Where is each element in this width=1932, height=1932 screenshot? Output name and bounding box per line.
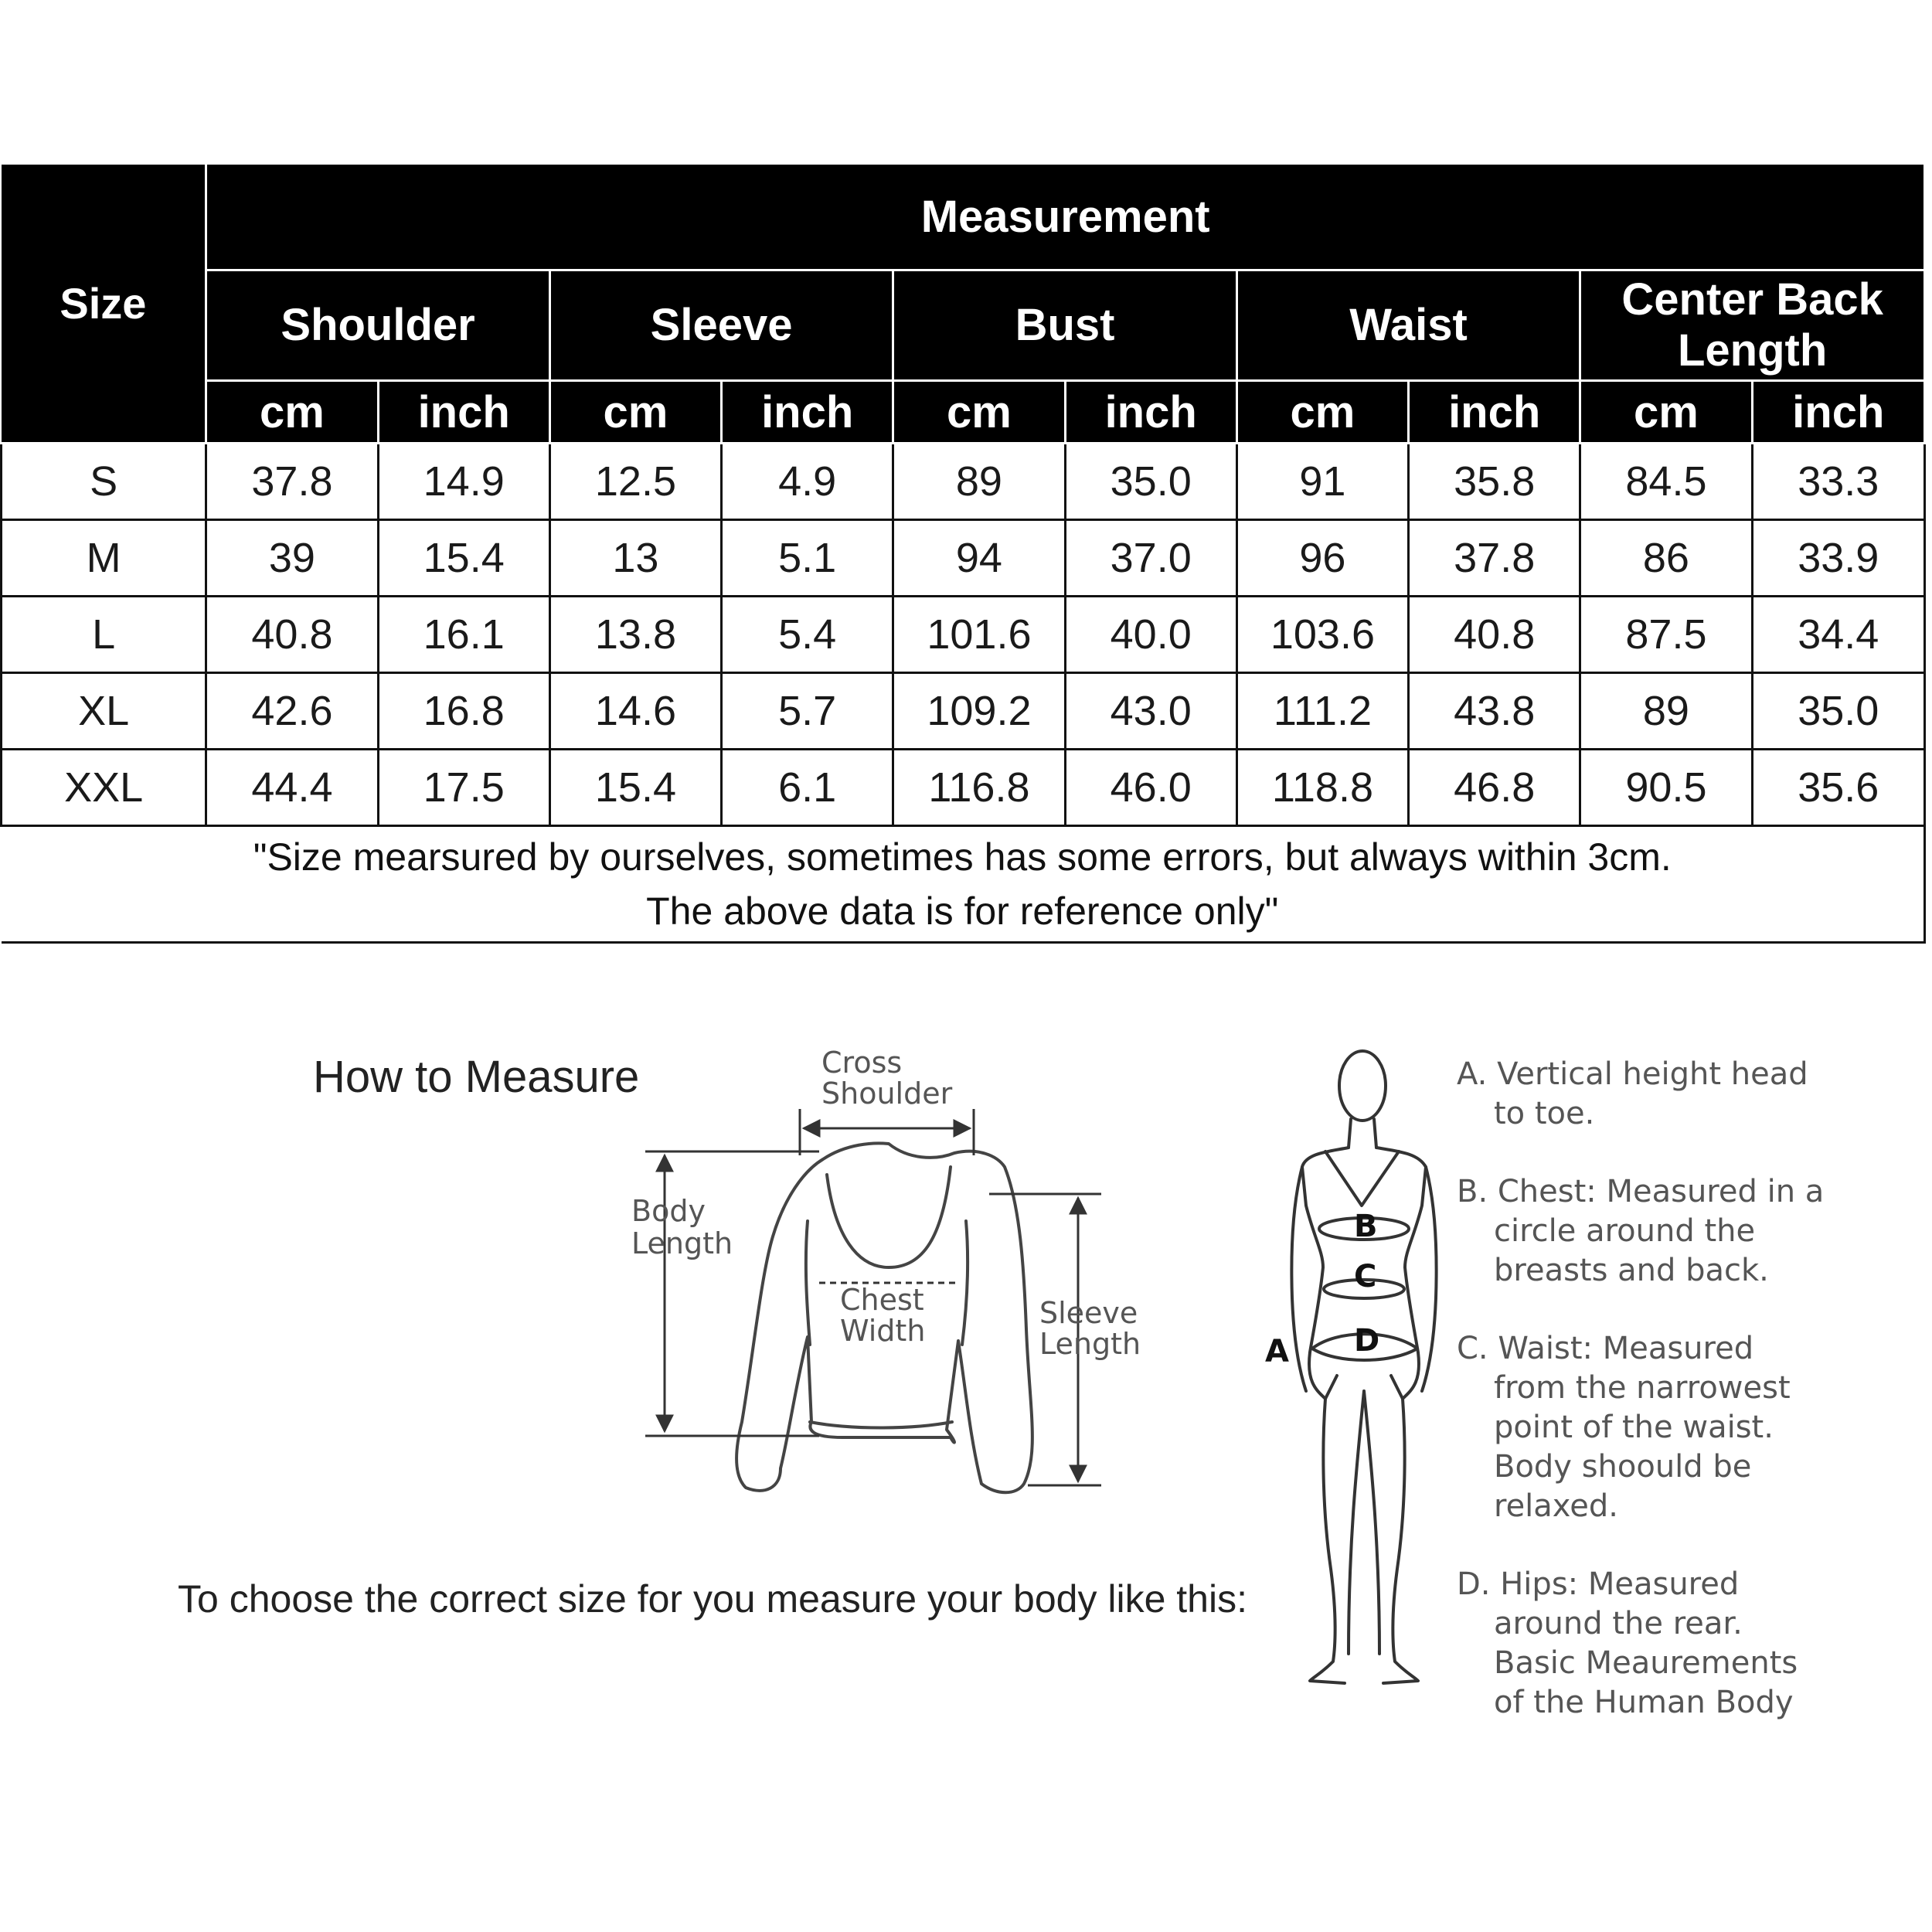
chest-width-label: Chest — [840, 1283, 924, 1317]
value-cell: 14.9 — [378, 444, 549, 520]
value-cell: 43.0 — [1065, 673, 1236, 750]
value-cell: 13.8 — [549, 597, 721, 673]
value-cell: 33.9 — [1752, 520, 1924, 597]
value-cell: 35.0 — [1065, 444, 1236, 520]
unit-cm: cm — [206, 381, 378, 444]
body-neck — [1349, 1119, 1376, 1148]
body-right-leg — [1383, 1399, 1418, 1683]
sweater-right-seam — [962, 1221, 968, 1345]
value-cell: 116.8 — [893, 750, 1065, 826]
value-cell: 39 — [206, 520, 378, 597]
sleeve-length-label: Sleeve — [1039, 1296, 1138, 1330]
value-cell: 40.0 — [1065, 597, 1236, 673]
value-cell: 46.0 — [1065, 750, 1236, 826]
value-cell: 15.4 — [378, 520, 549, 597]
size-cell: XXL — [2, 750, 206, 826]
unit-inch: inch — [1409, 381, 1580, 444]
value-cell: 5.1 — [722, 520, 893, 597]
value-cell: 96 — [1236, 520, 1408, 597]
value-cell: 89 — [893, 444, 1065, 520]
body-inner-legs — [1349, 1391, 1379, 1654]
value-cell: 13 — [549, 520, 721, 597]
value-cell: 16.8 — [378, 673, 549, 750]
value-cell: 118.8 — [1236, 750, 1408, 826]
value-cell: 35.8 — [1409, 444, 1580, 520]
value-cell: 5.4 — [722, 597, 893, 673]
size-cell: L — [2, 597, 206, 673]
value-cell: 37.8 — [1409, 520, 1580, 597]
body-label-a: A — [1265, 1334, 1289, 1369]
category-bust: Bust — [893, 270, 1237, 381]
unit-cm: cm — [1580, 381, 1752, 444]
value-cell: 35.0 — [1752, 673, 1924, 750]
instruction-text: To choose the correct size for you measure your body like this: — [178, 1577, 1247, 1621]
note-line-2: The above data is for reference only" — [646, 889, 1279, 933]
sweater-left-seam — [806, 1221, 810, 1345]
value-cell: 84.5 — [1580, 444, 1752, 520]
value-cell: 40.8 — [206, 597, 378, 673]
chest-width-label: Width — [840, 1314, 926, 1348]
body-right-arm — [1422, 1167, 1437, 1391]
value-cell: 14.6 — [549, 673, 721, 750]
size-cell: XL — [2, 673, 206, 750]
unit-cm: cm — [893, 381, 1065, 444]
category-waist: Waist — [1236, 270, 1580, 381]
unit-inch: inch — [722, 381, 893, 444]
step-b: B. Chest: Measured in a circle around the breasts and back. — [1457, 1174, 1825, 1288]
body-figure-illustration — [1291, 1051, 1436, 1683]
value-cell: 111.2 — [1236, 673, 1408, 750]
value-cell: 87.5 — [1580, 597, 1752, 673]
size-cell: M — [2, 520, 206, 597]
cross-shoulder-label: Shoulder — [821, 1077, 953, 1111]
body-label-d: D — [1354, 1323, 1380, 1359]
value-cell: 17.5 — [378, 750, 549, 826]
value-cell: 42.6 — [206, 673, 378, 750]
body-left-leg — [1310, 1399, 1345, 1683]
body-length-label: Length — [631, 1226, 733, 1260]
value-cell: 12.5 — [549, 444, 721, 520]
value-cell: 89 — [1580, 673, 1752, 750]
value-cell: 4.9 — [722, 444, 893, 520]
value-cell: 35.6 — [1752, 750, 1924, 826]
step-d: D. Hips: Measured around the rear. Basic Meaurements of the Human Body — [1457, 1566, 1798, 1720]
value-cell: 94 — [893, 520, 1065, 597]
value-cell: 46.8 — [1409, 750, 1580, 826]
body-head — [1339, 1051, 1386, 1121]
unit-cm: cm — [549, 381, 721, 444]
unit-inch: inch — [1752, 381, 1924, 444]
measurement-steps — [1457, 1055, 1828, 1761]
how-to-measure-title: How to Measure — [313, 1052, 640, 1102]
value-cell: 5.7 — [722, 673, 893, 750]
value-cell: 43.8 — [1409, 673, 1580, 750]
size-header: Size — [2, 164, 206, 444]
body-v-neck — [1325, 1151, 1399, 1206]
sweater-neckline — [827, 1167, 951, 1267]
note-line-1: "Size mearsured by ourselves, sometimes has some errors, but always within 3cm. — [253, 835, 1672, 879]
unit-inch: inch — [1065, 381, 1236, 444]
value-cell: 40.8 — [1409, 597, 1580, 673]
value-cell: 16.1 — [378, 597, 549, 673]
value-cell: 103.6 — [1236, 597, 1408, 673]
body-label-b: B — [1354, 1209, 1378, 1244]
category-sleeve: Sleeve — [549, 270, 893, 381]
value-cell: 33.3 — [1752, 444, 1924, 520]
value-cell: 101.6 — [893, 597, 1065, 673]
value-cell: 6.1 — [722, 750, 893, 826]
body-length-label: Body — [631, 1194, 706, 1228]
sleeve-length-label: Length — [1039, 1327, 1141, 1361]
value-cell: 91 — [1236, 444, 1408, 520]
value-cell: 86 — [1580, 520, 1752, 597]
unit-inch: inch — [378, 381, 549, 444]
measurement-header: Measurement — [206, 164, 1925, 270]
value-cell: 15.4 — [549, 750, 721, 826]
value-cell: 44.4 — [206, 750, 378, 826]
value-cell: 109.2 — [893, 673, 1065, 750]
value-cell: 37.0 — [1065, 520, 1236, 597]
sweater-hem — [810, 1422, 952, 1428]
category-shoulder: Shoulder — [206, 270, 550, 381]
body-left-arm — [1291, 1167, 1306, 1391]
step-a: A. Vertical height head to toe. — [1457, 1056, 1808, 1131]
cross-shoulder-label: Cross — [821, 1046, 903, 1080]
step-c: C. Waist: Measured from the narrowest point of the waist. Body shoould be relaxed. — [1457, 1331, 1791, 1524]
body-label-c: C — [1354, 1259, 1377, 1294]
unit-cm: cm — [1236, 381, 1408, 444]
value-cell: 90.5 — [1580, 750, 1752, 826]
category-center-back-length: Center Back Length — [1580, 270, 1925, 381]
size-cell: S — [2, 444, 206, 520]
value-cell: 34.4 — [1752, 597, 1924, 673]
value-cell: 37.8 — [206, 444, 378, 520]
